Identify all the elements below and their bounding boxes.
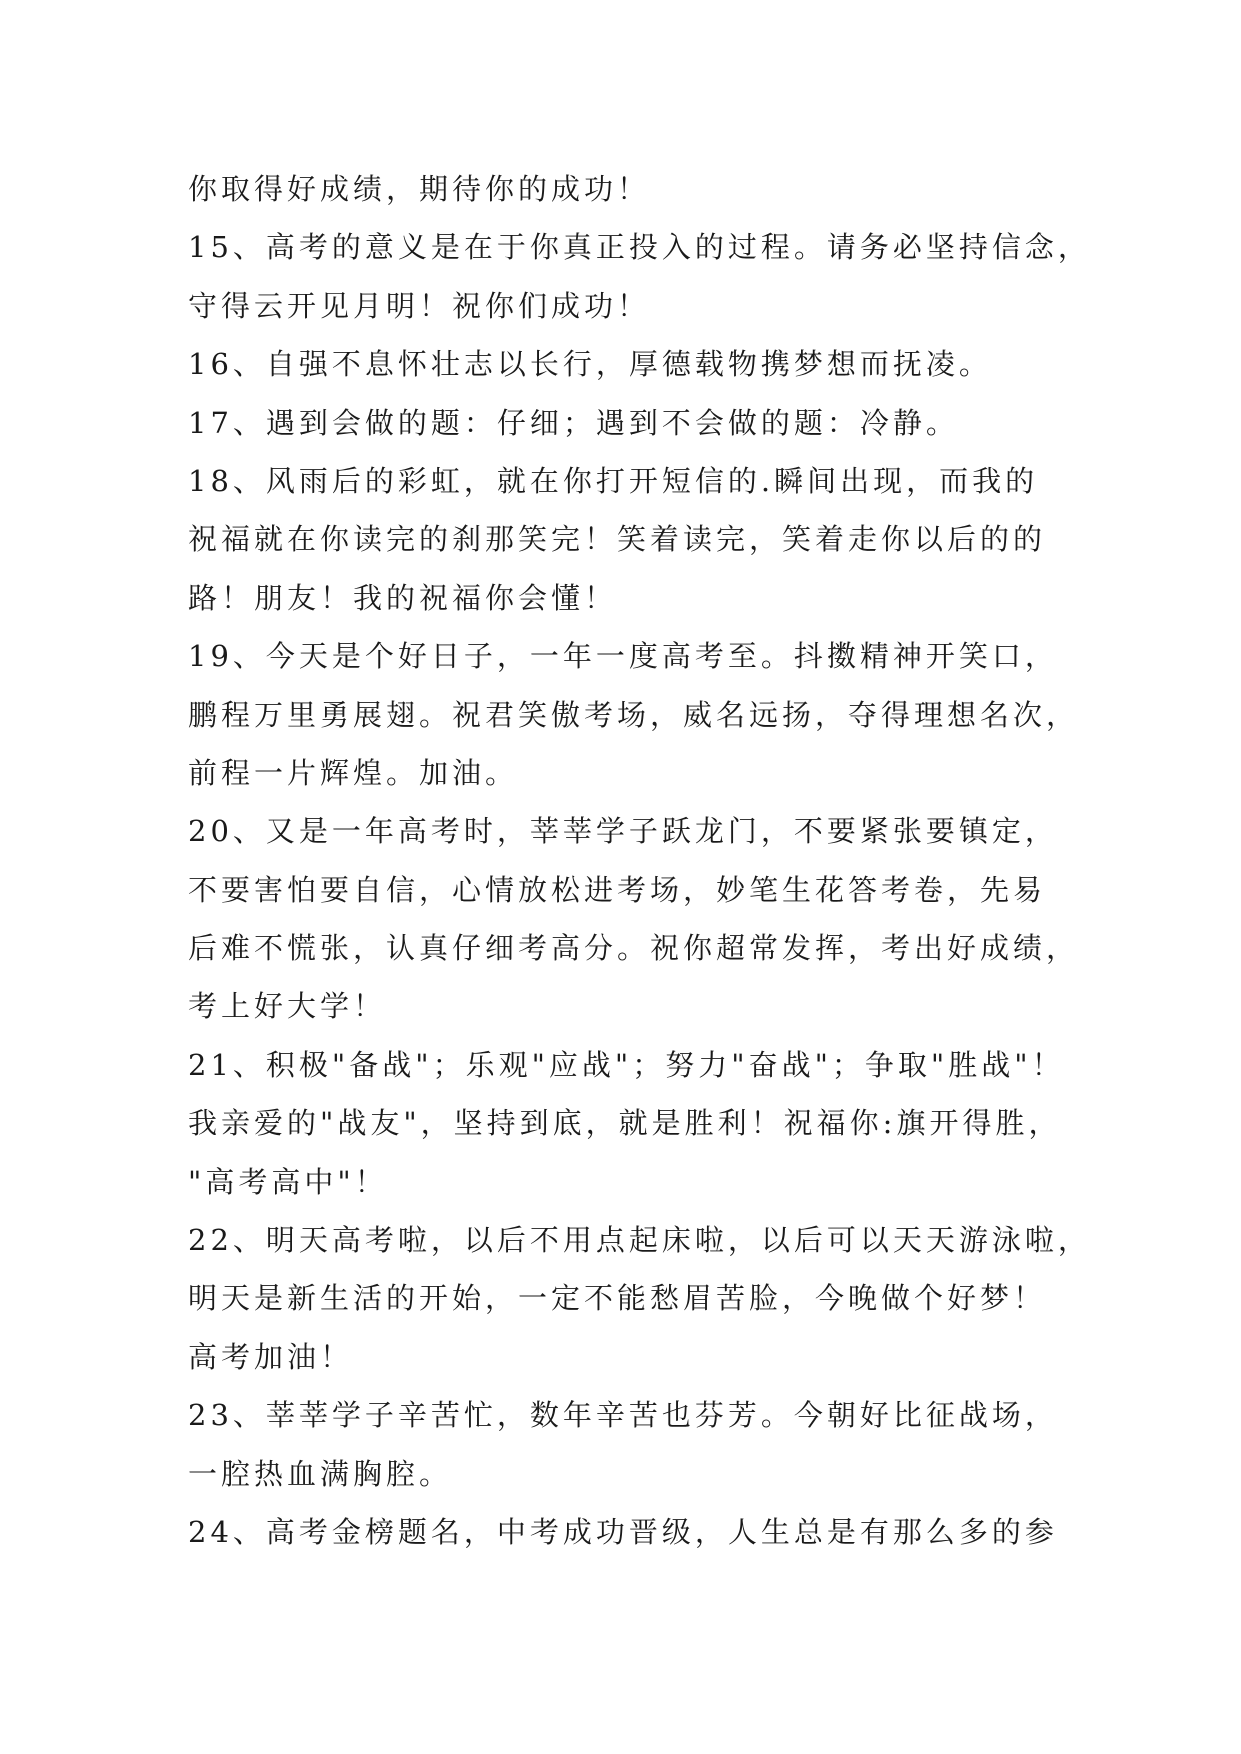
- text-line: 我亲爱的"战友"，坚持到底，就是胜利！祝福你:旗开得胜，: [188, 1106, 1062, 1141]
- text-line: 祝福就在你读完的刹那笑完！笑着读完，笑着走你以后的的: [188, 522, 1047, 557]
- text-line: 路！朋友！我的祝福你会懂！: [188, 580, 618, 615]
- text-line: 高考加油！: [188, 1339, 354, 1374]
- text-line: 20、又是一年高考时，莘莘学子跃龙门，不要紧张要镇定，: [188, 814, 1058, 849]
- text-line: 后难不慌张，认真仔细考高分。祝你超常发挥，考出好成绩，: [188, 931, 1080, 966]
- text-line: 16、自强不息怀壮志以长行，厚德载物携梦想而抚凌。: [188, 347, 992, 382]
- text-line: 明天是新生活的开始，一定不能愁眉苦脸，今晚做个好梦！: [188, 1281, 1047, 1316]
- text-line: 你取得好成绩，期待你的成功！: [188, 172, 651, 206]
- text-line: 23、莘莘学子辛苦忙，数年辛苦也芬芳。今朝好比征战场，: [188, 1398, 1058, 1433]
- text-line: 前程一片辉煌。加油。: [188, 755, 519, 790]
- text-line: 22、明天高考啦，以后不用点起床啦，以后可以天天游泳啦，: [188, 1223, 1091, 1258]
- text-line: 19、今天是个好日子，一年一度高考至。抖擞精神开笑口，: [188, 639, 1058, 674]
- text-line: 18、风雨后的彩虹，就在你打开短信的.瞬间出现，而我的: [188, 463, 1039, 498]
- text-line: 24、高考金榜题名，中考成功晋级，人生总是有那么多的参: [188, 1514, 1058, 1549]
- text-line: 守得云开见月明！祝你们成功！: [188, 288, 651, 323]
- text-line: 15、高考的意义是在于你真正投入的过程。请务必坚持信念，: [188, 230, 1091, 265]
- text-line: 不要害怕要自信，心情放松进考场，妙笔生花答考卷，先易: [188, 872, 1047, 907]
- text-line: 考上好大学！: [188, 989, 387, 1024]
- text-line: 17、遇到会做的题：仔细；遇到不会做的题：冷静。: [188, 405, 959, 440]
- text-line: 一腔热血满胸腔。: [188, 1456, 453, 1491]
- text-line: 21、积极"备战"；乐观"应战"；努力"奋战"；争取"胜战"！: [188, 1047, 1065, 1082]
- text-line: 鹏程万里勇展翅。祝君笑傲考场，威名远扬，夺得理想名次，: [188, 697, 1080, 732]
- text-line: "高考高中"！: [188, 1164, 388, 1199]
- document-body: [188, 160, 1091, 1561]
